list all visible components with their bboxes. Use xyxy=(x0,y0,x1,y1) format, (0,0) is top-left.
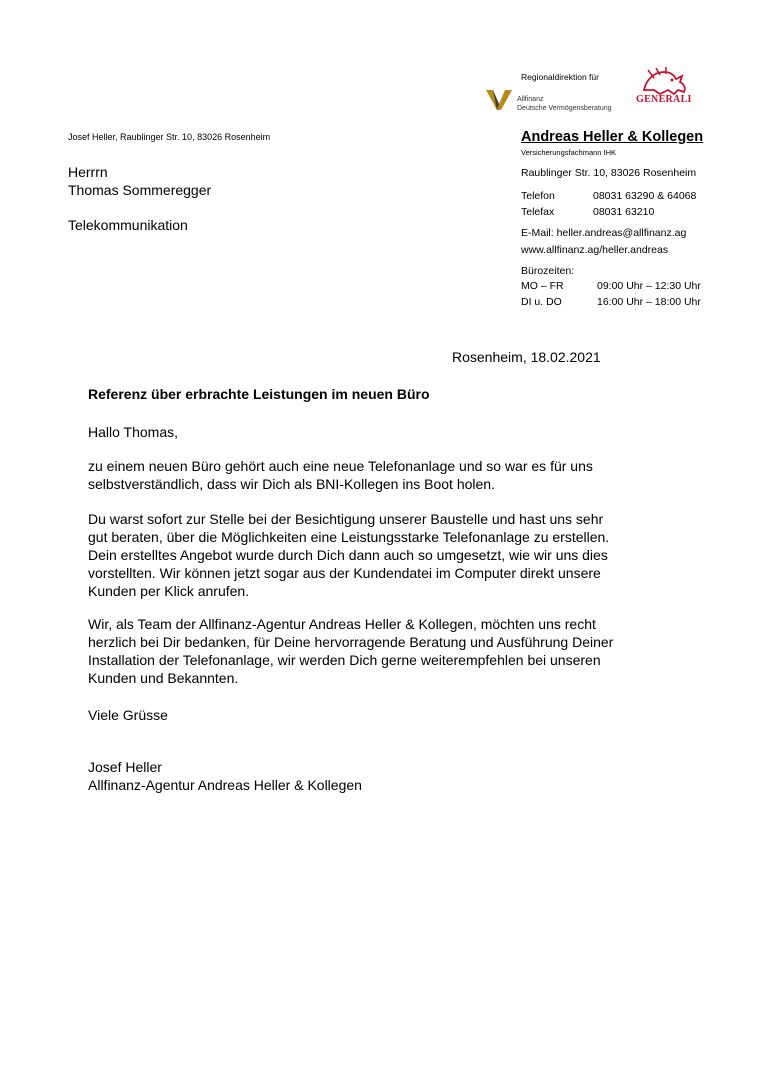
phone-number: 08031 63290 & 64068 xyxy=(593,190,697,202)
paragraph-2-line: Dein erstelltes Angebot wurde durch Dich dann auch so umgesetzt, wie wir uns dies xyxy=(88,547,608,563)
phone-label: Telefon xyxy=(521,190,555,202)
paragraph-2-line: Kunden per Klick anrufen. xyxy=(88,583,250,599)
regional-label: Regionaldirektion für xyxy=(521,72,599,82)
allfinanz-name: Allfinanz xyxy=(517,96,544,103)
fax-label: Telefax xyxy=(521,206,555,218)
paragraph-3 xyxy=(88,615,688,687)
allfinanz-wordmark xyxy=(517,95,612,113)
fax-number: 08031 63210 xyxy=(593,206,655,218)
paragraph-1 xyxy=(88,457,688,493)
allfinanz-sub: Deutsche Vermögensberatung xyxy=(517,105,612,112)
generali-wordmark: GENERALI xyxy=(636,94,692,105)
letter-closing: Viele Grüsse xyxy=(88,707,168,723)
firm-title: Versicherungsfachmann IHK xyxy=(521,148,617,157)
hours-time-2: 16:00 Uhr – 18:00 Uhr xyxy=(597,296,701,308)
sender-return-address: Josef Heller, Raublinger Str. 10, 83026 Rosenheim xyxy=(68,132,271,142)
firm-address: Raublinger Str. 10, 83026 Rosenheim xyxy=(521,167,697,179)
hours-days-1: MO – FR xyxy=(521,280,564,292)
letter-subject: Referenz über erbrachte Leistungen im neuen Büro xyxy=(88,386,430,402)
paragraph-2 xyxy=(88,510,688,600)
email-address: E-Mail: heller.andreas@allfinanz.ag xyxy=(521,227,687,239)
paragraph-3-line: Wir, als Team der Allfinanz-Agentur Andreas Heller & Kollegen, möchten uns recht xyxy=(88,616,596,632)
paragraph-3-line: herzlich bei Dir bedanken, für Deine hervorragende Beratung und Ausführung Deiner xyxy=(88,634,614,650)
signature-name: Josef Heller xyxy=(88,759,162,775)
paragraph-1-line: zu einem neuen Büro gehört auch eine neue Telefonanlage und so war es für uns xyxy=(88,458,593,474)
hours-time-1: 09:00 Uhr – 12:30 Uhr xyxy=(597,280,701,292)
paragraph-3-line: Kunden und Bekannten. xyxy=(88,670,239,686)
recipient-salutation: Herrrn xyxy=(68,164,108,180)
hours-days-2: DI u. DO xyxy=(521,296,562,308)
paragraph-1-line: selbstverständlich, dass wir Dich als BNI-Kollegen ins Boot holen. xyxy=(88,476,495,492)
recipient-name: Thomas Sommeregger xyxy=(68,182,212,198)
recipient-company: Telekommunikation xyxy=(68,217,188,233)
firm-name: Andreas Heller & Kollegen xyxy=(521,129,704,145)
letter-greeting: Hallo Thomas, xyxy=(88,424,179,440)
website: www.allfinanz.ag/heller.andreas xyxy=(521,244,669,256)
signature-company: Allfinanz-Agentur Andreas Heller & Kollegen xyxy=(88,777,362,793)
paragraph-2-line: vorstellten. Wir können jetzt sogar aus der Kundendatei im Computer direkt unsere xyxy=(88,565,601,581)
allfinanz-logo-icon xyxy=(485,88,513,112)
paragraph-3-line: Installation der Telefonanlage, wir werden Dich gerne weiterempfehlen bei unseren xyxy=(88,652,601,668)
paragraph-2-line: gut beraten, über die Möglichkeiten eine Leistungsstarke Telefonanlage zu erstellen. xyxy=(88,529,610,545)
letter-date: Rosenheim, 18.02.2021 xyxy=(452,349,601,365)
paragraph-2-line: Du warst sofort zur Stelle bei der Besichtigung unserer Baustelle und hast uns sehr xyxy=(88,511,604,527)
office-hours-label: Bürozeiten: xyxy=(521,265,575,277)
